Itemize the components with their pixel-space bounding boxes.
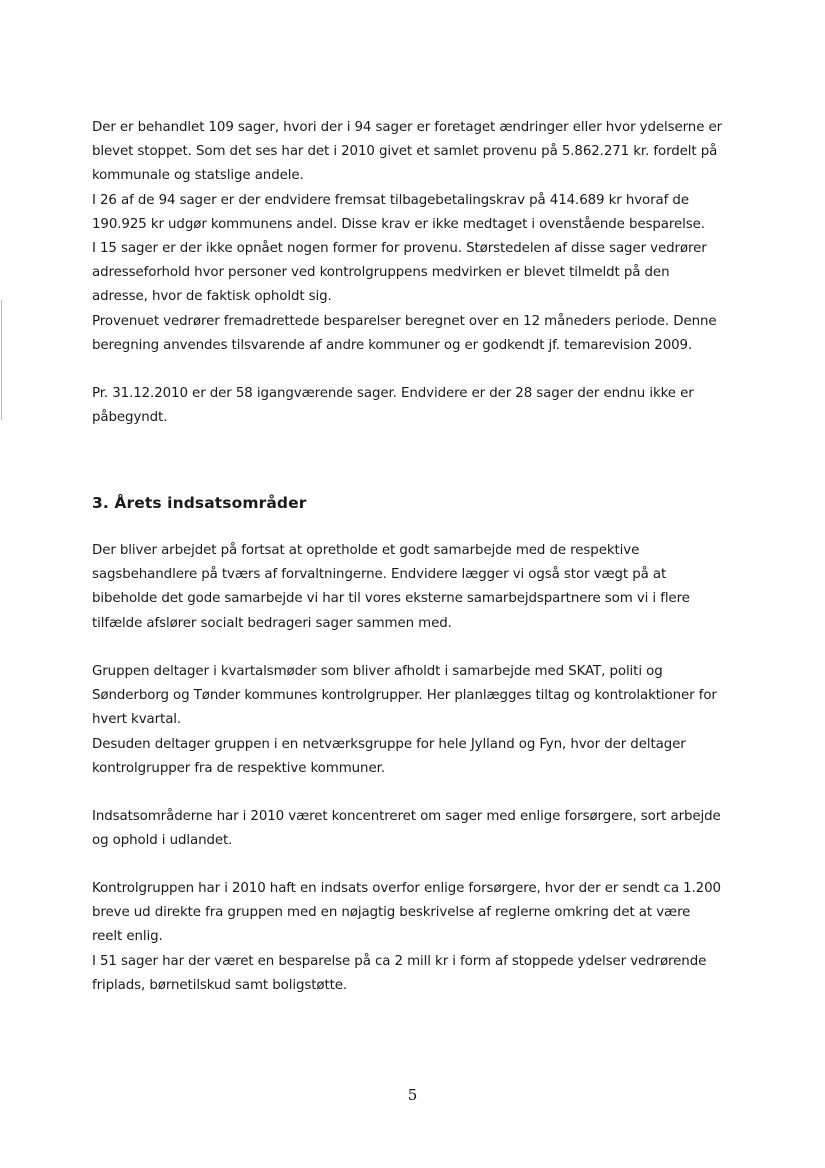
text-line: kontrolgrupper fra de respektive kommuner. bbox=[92, 760, 385, 776]
text-line: Sønderborg og Tønder kommunes kontrolgrupper. Her planlægges tiltag og kontrolaktioner for bbox=[92, 688, 717, 704]
text-line: Der er behandlet 109 sager, hvori der i 94 sager er foretaget ændringer eller hvor ydelserne er bbox=[92, 120, 723, 135]
text-line: sagsbehandlere på tværs af forvaltningerne. Endvidere lægger vi også stor vægt på at bbox=[92, 567, 667, 583]
text-line: I 26 af de 94 sager er der endvidere fremsat tilbagebetalingskrav på 414.689 kr hvoraf de bbox=[92, 192, 689, 208]
status-paragraph bbox=[92, 382, 732, 430]
text-line: beregning anvendes tilsvarende af andre kommuner og er godkendt jf. temarevision 2009. bbox=[92, 337, 693, 353]
text-line: adresseforhold hvor personer ved kontrolgruppens medvirken er blevet tilmeldt på den bbox=[92, 265, 670, 281]
text-line: Indsatsområderne har i 2010 været koncentreret om sager med enlige forsørgere, sort arbejde bbox=[92, 809, 721, 824]
text-line: Desuden deltager gruppen i en netværksgruppe for hele Jylland og Fyn, hvor der deltager bbox=[92, 736, 686, 752]
section-paragraph-focus-areas bbox=[92, 805, 732, 853]
text-line: Pr. 31.12.2010 er der 58 igangværende sager. Endvidere er der 28 sager der endnu ikke er bbox=[92, 386, 694, 401]
section-heading: 3. Årets indsatsområder bbox=[92, 494, 307, 512]
text-line: adresse, hvor de faktisk opholdt sig. bbox=[92, 289, 332, 305]
text-line: tilfælde afslører socialt bedrageri sager sammen med. bbox=[92, 615, 452, 631]
text-line: I 51 sager har der været en besparelse på ca 2 mill kr i form af stoppede ydelser vedrørende bbox=[92, 953, 707, 969]
text-line: hvert kvartal. bbox=[92, 712, 182, 728]
text-line: reelt enlig. bbox=[92, 929, 163, 945]
text-line: bibeholde det gode samarbejde vi har til vores eksterne samarbejdspartnere som vi i flere bbox=[92, 591, 690, 607]
section-paragraph-cooperation bbox=[92, 539, 732, 636]
text-line: I 15 sager er der ikke opnået nogen former for provenu. Størstedelen af disse sager vedrører bbox=[92, 241, 707, 257]
text-line: friplads, børnetilskud samt boligstøtte. bbox=[92, 977, 348, 993]
page-number: 5 bbox=[407, 1086, 418, 1104]
section-paragraph-single-providers bbox=[92, 877, 732, 998]
section-paragraph-meetings bbox=[92, 660, 732, 781]
text-line: breve ud direkte fra gruppen med en nøjagtig beskrivelse af reglerne omkring det at være bbox=[92, 905, 691, 921]
text-line: 190.925 kr udgør kommunens andel. Disse krav er ikke medtaget i ovenstående besparelse. bbox=[92, 216, 705, 232]
text-line: Gruppen deltager i kvartalsmøder som bliver afholdt i samarbejde med SKAT, politi og bbox=[92, 664, 663, 679]
text-line: Provenuet vedrører fremadrettede besparelser beregnet over en 12 måneders periode. Denne bbox=[92, 313, 717, 329]
text-line: Kontrolgruppen har i 2010 haft en indsats overfor enlige forsørgere, hvor der er sendt ca 1.200 bbox=[92, 881, 721, 896]
text-line: påbegyndt. bbox=[92, 410, 168, 426]
text-line: Der bliver arbejdet på fortsat at opretholde et godt samarbejde med de respektive bbox=[92, 543, 640, 558]
scan-edge-line bbox=[1, 300, 2, 420]
text-line: og ophold i udlandet. bbox=[92, 833, 233, 849]
text-line: kommunale og statslige andele. bbox=[92, 168, 304, 184]
intro-paragraph bbox=[92, 116, 732, 358]
text-line: blevet stoppet. Som det ses har det i 2010 givet et samlet provenu på 5.862.271 kr. fordelt på bbox=[92, 144, 718, 160]
